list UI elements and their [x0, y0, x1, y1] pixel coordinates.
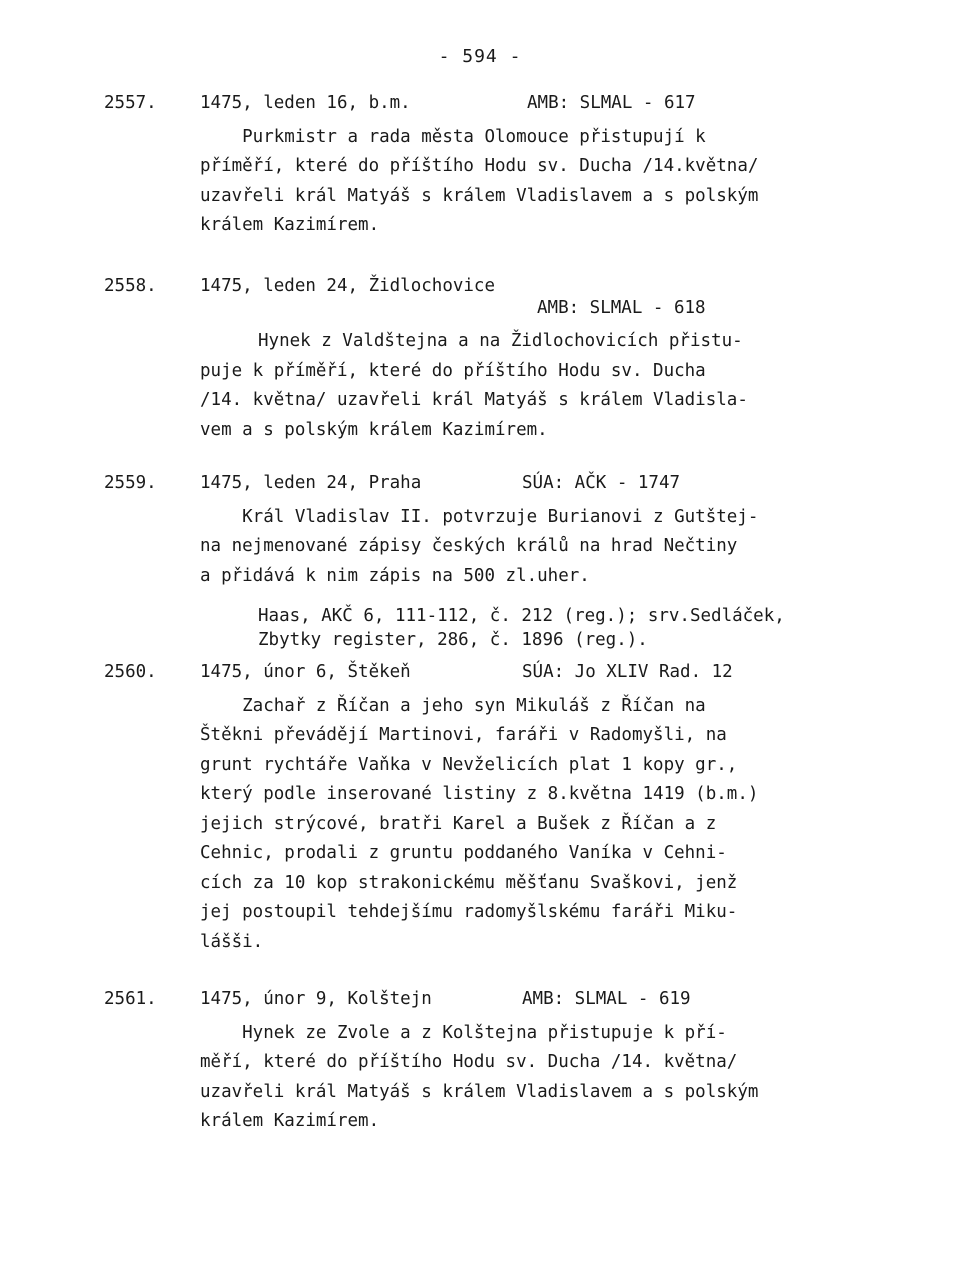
- regest-text: [200, 692, 758, 958]
- entry-number: 2557.: [104, 93, 157, 113]
- text-line: měří, které do příštího Hodu sv. Ducha /14. května/: [200, 1052, 738, 1072]
- text-line: na nejmenované zápisy českých králů na hrad Nečtiny: [200, 536, 738, 556]
- entry-date-place: 1475, leden 16, b.m.: [200, 93, 411, 113]
- text-line: cích za 10 kop strakonickému měšťanu Svaškovi, jenž: [200, 872, 738, 893]
- text-line: uzavřeli král Matyáš s králem Vladislavem a s polským: [200, 1081, 759, 1102]
- text-line: králem Kazimírem.: [200, 1111, 380, 1131]
- text-line: Hynek z Valdštejna a na Židlochovicích přistu-: [258, 331, 743, 351]
- text-line: Hynek ze Zvole a z Kolštejna přistupuje k pří-: [200, 1022, 727, 1043]
- regest-text: [258, 327, 743, 357]
- text-line: Purkmistr a rada města Olomouce přistupují k: [200, 126, 706, 147]
- archive-reference: AMB: SLMAL - 617: [527, 93, 696, 113]
- regest-text-continued: [200, 357, 748, 446]
- regest-text: [200, 503, 758, 592]
- text-line: Král Vladislav II. potvrzuje Burianovi z Gutštej-: [200, 506, 759, 527]
- text-line: /14. května/ uzavřeli král Matyáš s králem Vladisla-: [200, 390, 748, 410]
- text-line: uzavřeli král Matyáš s králem Vladislavem a s polským: [200, 185, 759, 206]
- archive-reference: AMB: SLMAL - 618: [537, 298, 706, 318]
- text-line: Štěkni převádějí Martinovi, faráři v Radomyšli, na: [200, 725, 727, 745]
- archive-reference: AMB: SLMAL - 619: [522, 989, 691, 1009]
- regest-text: [200, 1019, 758, 1137]
- archive-reference: SÚA: Jo XLIV Rad. 12: [522, 662, 733, 682]
- text-line: lášši.: [200, 931, 264, 952]
- entry-number: 2558.: [104, 276, 157, 296]
- page-number: - 594 -: [438, 46, 522, 67]
- text-line: jej postoupil tehdejšímu radomyšlskému faráři Miku-: [200, 902, 738, 922]
- entry-date-place: 1475, únor 9, Kolštejn: [200, 989, 432, 1009]
- entry-date-place: 1475, únor 6, Štěkeň: [200, 662, 411, 682]
- entry-number: 2561.: [104, 989, 157, 1009]
- text-line: grunt rychtáře Vaňka v Nevželicích plat 1 kopy gr.,: [200, 754, 738, 775]
- entry-number: 2559.: [104, 473, 157, 493]
- text-line: a přidává k nim zápis na 500 zl.uher.: [200, 565, 590, 586]
- text-line: Zachař z Říčan a jeho syn Mikuláš z Říčan na: [200, 695, 706, 716]
- text-line: příměří, které do příštího Hodu sv. Ducha /14.května/: [200, 156, 759, 176]
- reference-line: Haas, AKČ 6, 111-112, č. 212 (reg.); srv.Sedláček,: [258, 606, 785, 626]
- regest-text: [200, 123, 758, 241]
- text-line: králem Kazimírem.: [200, 215, 380, 235]
- archive-reference: SÚA: AČK - 1747: [522, 473, 681, 493]
- text-line: puje k příměří, které do příštího Hodu sv. Ducha: [200, 360, 706, 381]
- literature-references: [258, 604, 785, 652]
- text-line: Cehnic, prodali z gruntu poddaného Vaníka v Cehni-: [200, 843, 727, 863]
- text-line: jejich strýcové, bratři Karel a Bušek z Říčan a z: [200, 813, 717, 834]
- entry-date-place: 1475, leden 24, Židlochovice: [200, 276, 496, 296]
- text-line: který podle inserované listiny z 8.května 1419 (b.m.): [200, 784, 759, 804]
- text-line: vem a s polským králem Kazimírem.: [200, 419, 548, 440]
- entry-date-place: 1475, leden 24, Praha: [200, 473, 422, 493]
- entry-number: 2560.: [104, 662, 157, 682]
- reference-line: Zbytky register, 286, č. 1896 (reg.).: [258, 630, 648, 650]
